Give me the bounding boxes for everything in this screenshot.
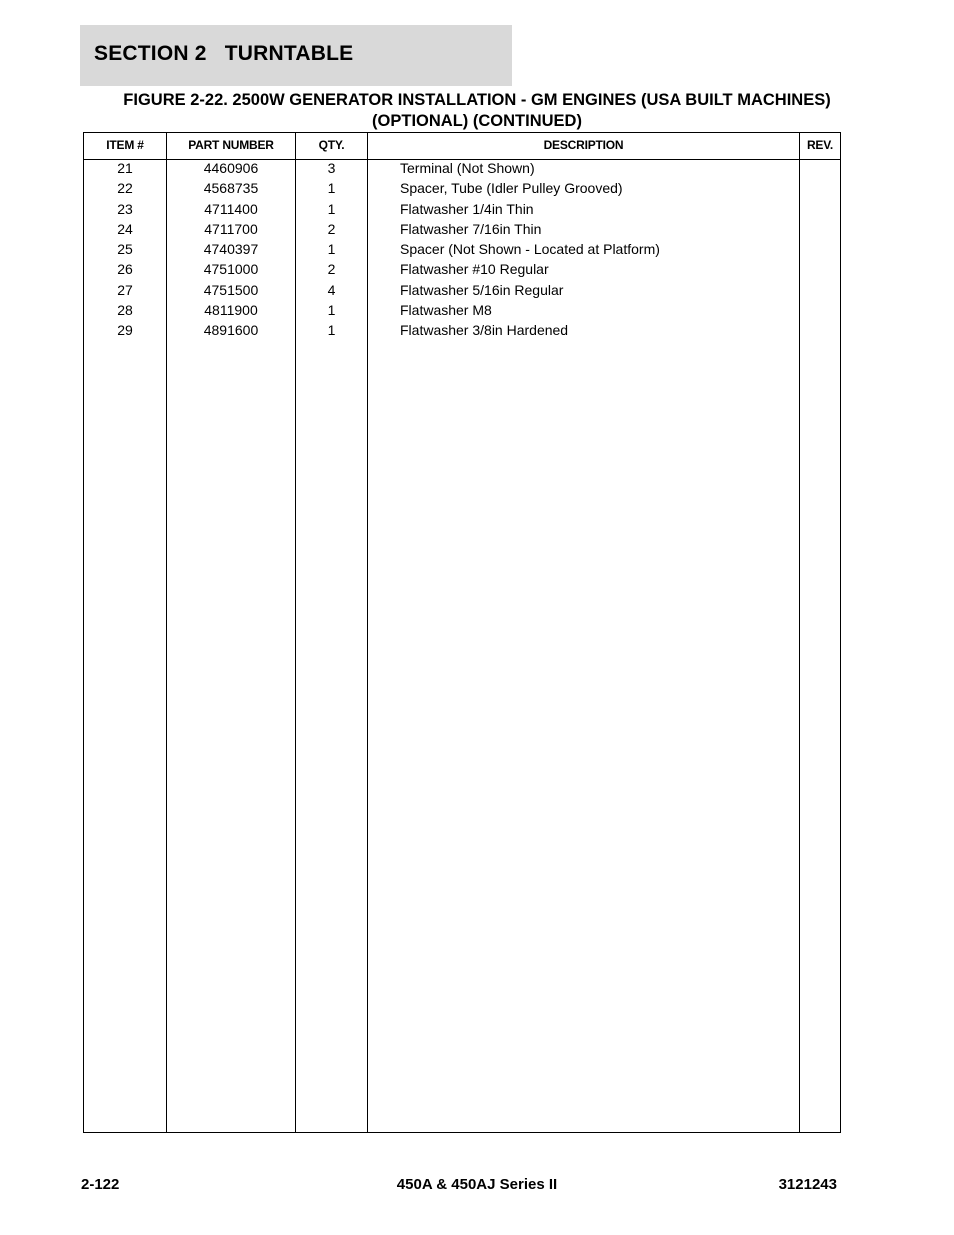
description: Flatwasher #10 Regular bbox=[400, 261, 549, 278]
section-title: SECTION 2 TURNTABLE bbox=[94, 42, 354, 65]
quantity: 4 bbox=[327, 281, 336, 298]
table-body bbox=[84, 160, 840, 342]
table-row bbox=[84, 302, 840, 322]
figure-title-line-2: (OPTIONAL) (CONTINUED) bbox=[372, 112, 582, 130]
quantity: 1 bbox=[327, 301, 336, 318]
description: Spacer, Tube (Idler Pulley Grooved) bbox=[400, 180, 623, 197]
part-number: 4740397 bbox=[203, 241, 259, 257]
column-header-description: DESCRIPTION bbox=[543, 138, 624, 152]
description: Terminal (Not Shown) bbox=[400, 160, 535, 176]
item-number: 24 bbox=[117, 220, 133, 237]
description: Flatwasher M8 bbox=[400, 301, 492, 318]
quantity: 1 bbox=[327, 200, 336, 217]
part-number: 4751000 bbox=[203, 261, 259, 278]
quantity: 1 bbox=[327, 322, 336, 338]
table-row bbox=[84, 160, 840, 180]
part-number: 4751500 bbox=[203, 281, 259, 298]
part-number: 4568735 bbox=[203, 180, 259, 197]
page-number: 2-122 bbox=[81, 1176, 120, 1193]
item-number: 22 bbox=[117, 180, 133, 197]
quantity: 1 bbox=[327, 180, 336, 197]
description: Flatwasher 3/8in Hardened bbox=[400, 322, 569, 338]
table-row bbox=[84, 282, 840, 302]
part-number: 4460906 bbox=[203, 160, 259, 176]
part-number: 4891600 bbox=[203, 322, 259, 338]
parts-table bbox=[83, 132, 841, 1133]
section-banner bbox=[80, 25, 512, 86]
quantity: 2 bbox=[327, 261, 336, 278]
description: Flatwasher 1/4in Thin bbox=[400, 200, 534, 217]
table-row bbox=[84, 322, 840, 342]
column-header-rev: REV. bbox=[806, 138, 834, 152]
item-number: 27 bbox=[117, 281, 133, 298]
item-number: 26 bbox=[117, 261, 133, 278]
quantity: 3 bbox=[327, 160, 336, 176]
table-row bbox=[84, 241, 840, 261]
model-name: 450A & 450AJ Series II bbox=[396, 1176, 558, 1193]
table-row bbox=[84, 201, 840, 221]
table-row bbox=[84, 221, 840, 241]
document-number: 3121243 bbox=[778, 1176, 837, 1193]
item-number: 23 bbox=[117, 200, 133, 217]
table-row bbox=[84, 261, 840, 281]
column-header-part-number: PART NUMBER bbox=[188, 138, 274, 152]
quantity: 1 bbox=[327, 241, 336, 257]
item-number: 21 bbox=[117, 160, 133, 176]
figure-title bbox=[80, 90, 874, 132]
quantity: 2 bbox=[327, 220, 336, 237]
item-number: 29 bbox=[117, 322, 133, 338]
item-number: 28 bbox=[117, 301, 133, 318]
description: Flatwasher 7/16in Thin bbox=[400, 220, 542, 237]
description: Spacer (Not Shown - Located at Platform) bbox=[400, 241, 660, 257]
part-number: 4711400 bbox=[204, 200, 258, 217]
figure-title-line-1: FIGURE 2-22. 2500W GENERATOR INSTALLATION - GM ENGINES (USA BUILT MACHINES) bbox=[123, 91, 831, 109]
table-row bbox=[84, 180, 840, 200]
column-header-item: ITEM # bbox=[106, 138, 144, 152]
part-number: 4711700 bbox=[204, 220, 258, 237]
part-number: 4811900 bbox=[204, 301, 258, 318]
item-number: 25 bbox=[117, 241, 133, 257]
column-header-qty: QTY. bbox=[318, 138, 345, 152]
description: Flatwasher 5/16in Regular bbox=[400, 281, 564, 298]
